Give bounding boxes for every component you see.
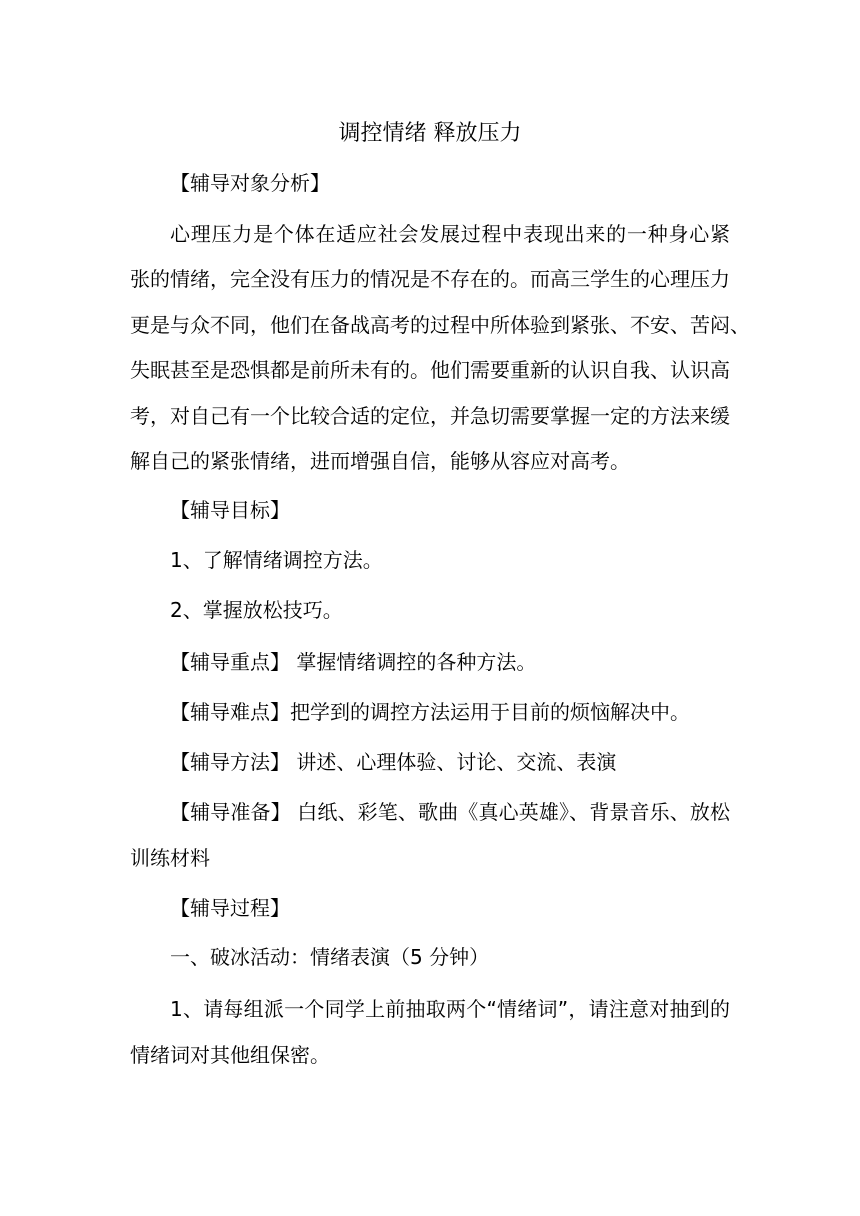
activity-step-line: 1、请每组派一个同学上前抽取两个“情绪词”，请注意对抽到的 — [170, 997, 730, 1021]
goal-item: 2、掌握放松技巧。 — [170, 598, 343, 622]
method-line: 【辅导方法】 讲述、心理体验、讨论、交流、表演 — [170, 750, 617, 774]
section-heading-analysis: 【辅导对象分析】 — [170, 171, 330, 195]
activity-step-line: 情绪词对其他组保密。 — [130, 1043, 330, 1067]
analysis-line: 解自己的紧张情绪，进而增强自信，能够从容应对高考。 — [130, 449, 630, 473]
analysis-line: 张的情绪，完全没有压力的情况是不存在的。而高三学生的心理压力 — [130, 267, 730, 291]
analysis-line: 更是与众不同，他们在备战高考的过程中所体验到紧张、不安、苦闷、 — [130, 313, 750, 337]
section-heading-goals: 【辅导目标】 — [170, 498, 290, 522]
activity-title: 一、破冰活动：情绪表演（5 分钟） — [170, 945, 490, 969]
difficulty-line: 【辅导难点】把学到的调控方法运用于目前的烦恼解决中。 — [170, 700, 690, 724]
preparation-line: 训练材料 — [130, 846, 210, 870]
goal-item: 1、了解情绪调控方法。 — [170, 548, 383, 572]
section-heading-process: 【辅导过程】 — [170, 896, 290, 920]
document-title: 调控情绪 释放压力 — [338, 121, 522, 146]
analysis-line: 失眠甚至是恐惧都是前所未有的。他们需要重新的认识自我、认识高 — [130, 358, 730, 382]
analysis-line: 考，对自己有一个比较合适的定位，并急切需要掌握一定的方法来缓 — [130, 404, 730, 428]
analysis-line: 心理压力是个体在适应社会发展过程中表现出来的一种身心紧 — [170, 222, 730, 246]
key-point-line: 【辅导重点】 掌握情绪调控的各种方法。 — [170, 650, 537, 674]
preparation-line: 【辅导准备】 白纸、彩笔、歌曲《真心英雄》、背景音乐、放松 — [170, 800, 730, 824]
